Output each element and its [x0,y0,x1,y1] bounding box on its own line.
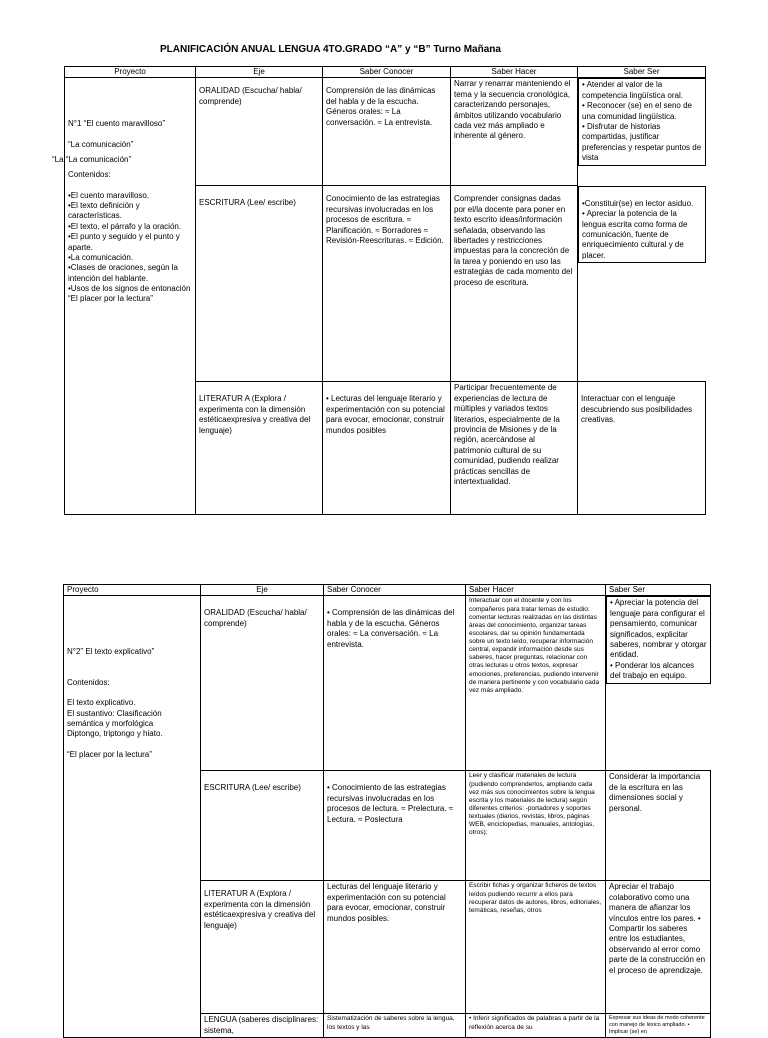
saber-conocer-cell: Lecturas del lenguaje literario y experimentación con su potencial para evocar, emocionar, construir mundos posibles. [324,881,466,1014]
header-saber-hacer: Saber Hacer [466,585,606,596]
saber-hacer-cell: Leer y clasificar materiales de lectura (pudiendo comprenderlos, ampliando cada vez más sus conocimientos sobre la lengua escrita y los materiales de lectura) según diferentes criterios: -portadores y soportes textuales (diarios, revistas, libros, páginas WEB, enciclopedias, manuales, antologías, otros); [466,771,606,881]
eje-cell: ESCRITURA (Lee/ escribe) [196,186,323,382]
saber-hacer-cell: Comprender consignas dadas por el/la docente para poner en texto escrito ideas/información señalada, observando las libertades y restricciones impuestas para la concreción de la tarea y poniendo en uso las estrategias de cada momento del proceso de escritura. [451,186,578,382]
table-header-row [65,67,706,78]
header-proyecto: Proyecto [65,67,196,78]
header-eje: Eje [196,67,323,78]
header-saber-hacer: Saber Hacer [451,67,578,78]
saber-conocer-cell: Conocimiento de las estrategias recursivas involucradas en los procesos de escritura. ≈ Planificación. ≈ Borradores ≈ Revisión-Reescrituras. ≈ Edición. [323,186,451,382]
eje-cell: ORALIDAD (Escucha/ habla/ comprende) [196,78,323,186]
saber-ser-cell: Apreciar el trabajo colaborativo como una manera de afianzar los vínculos entre los pares. • Compartir los saberes entre los estudiantes, observando al error como parte de la construcción en el proceso de aprendizaje. [606,881,711,1014]
eje-cell: LENGUA (saberes disciplinares: sistema, [201,1014,324,1038]
side-note: “La “La comunicación” [52,155,132,164]
project-subtitle: “La comunicación” [68,139,134,149]
saber-conocer-cell: • Conocimiento de las estrategias recursivas involucradas en los procesos de lectura. ≈ Prelectura. ≈ Lectura. ≈ Poslectura [324,771,466,881]
saber-ser-cell: Expresar sus ideas de modo coherente con manejo de léxico ampliado. • Implicar (se) en [606,1014,711,1038]
header-saber-ser: Saber Ser [578,67,706,78]
saber-hacer-cell: Participar frecuentemente de experiencias de lectura de múltiples y variados textos literarios, especialmente de la provincia de Misiones y de la región, acercándose al patrimonio cultural de su comunidad, pudiendo realizar prácticas sencillas de intertextualidad. [451,382,578,515]
eje-cell: ESCRITURA (Lee/ escribe) [201,771,324,881]
project-cell [64,596,201,1038]
saber-ser-cell: •Constituir(se) en lector asiduo. • Apreciar la potencia de la lengua escrita como forma de comunicación, fuente de enriquecimiento cultural y de placer. [578,186,706,263]
project-closing: “El placer por la lectura” [67,749,152,759]
project-name: N°1 “El cuento maravilloso” [68,119,166,129]
saber-hacer-cell: Interactuar con el docente y con los compañeros para tratar temas de estudio: comentar lecturas realizadas en las distintas áreas del conocimiento, organizar tareas escolares, dar su opinión fundamentada sobre un texto leído, recuperar información central, expandir información desde sus saberes, hacer preguntas, relacionar con otras lecturas u otros textos, expresar emociones, preferencias, pudiendo intervenir de manera pertinente y con vocabulario cada vez más ampliado. [466,596,606,771]
eje-cell: ORALIDAD (Escucha/ habla/ comprende) [201,596,324,771]
saber-conocer-cell: Comprensión de las dinámicas del habla y de la escucha. Géneros orales: ≈ La conversación. ≈ La entrevista. [323,78,451,186]
document-title: PLANIFICACIÓN ANUAL LENGUA 4TO.GRADO “A” y “B” Turno Mañana [160,44,501,55]
contents-label: Contenidos: [67,677,110,687]
saber-ser-cell: Interactuar con el lenguaje descubriendo sus posibilidades creativas. [578,382,706,515]
project-name: N°2” El texto explicativo” [67,647,155,657]
header-saber-ser: Saber Ser [606,585,711,596]
planning-table-2 [63,584,711,1038]
eje-cell: LITERATUR A (Explora / experimenta con la dimensión estéticaexpresiva y creativa del lenguaje) [201,881,324,1014]
contents-list: El texto explicativo. El sustantivo: Clasificación semántica y morfológica Diptongo, triptongo y hiato. [67,698,163,739]
saber-conocer-cell: Sistematización de saberes sobre la lengua, los textos y las [324,1014,466,1038]
header-eje: Eje [201,585,324,596]
saber-hacer-cell: Escribir fichas y organizar ficheros de textos leídos pudiendo recurrir a ellos para recuperar datos de autores, libros, editoriales, temáticas, reseñas, otros [466,881,606,1014]
table-header-row [64,585,711,596]
saber-conocer-cell: • Comprensión de las dinámicas del habla y de la escucha. Géneros orales: ≈ La conversación. ≈ La entrevista. [324,596,466,771]
project-cell [65,78,196,515]
saber-hacer-cell: • Inferir significados de palabras a partir de la reflexión acerca de su [466,1014,606,1038]
saber-ser-cell: • Atender al valor de la competencia lingüística oral. • Reconocer (se) en el seno de una comunidad lingüística. • Disfrutar de historias compartidas, justificar preferencias y respetar puntos de vista [578,78,706,165]
contents-label: Contenidos: [68,170,111,180]
header-saber-conocer: Saber Conocer [324,585,466,596]
saber-ser-cell: Considerar la importancia de la escritura en las dimensiones social y personal. [606,771,711,881]
planning-table-1 [64,66,706,515]
header-saber-conocer: Saber Conocer [323,67,451,78]
table-row [65,78,706,186]
eje-cell: LITERATUR A (Explora / experimenta con la dimensión estéticaexpresiva y creativa del lenguaje) [196,382,323,515]
table-row [64,596,711,771]
saber-conocer-cell: • Lecturas del lenguaje literario y experimentación con su potencial para evocar, emocionar, construir mundos posibles [323,382,451,515]
saber-ser-cell: • Apreciar la potencia del lenguaje para configurar el pensamiento, comunicar significados, explicitar saberes, nombrar y otorgar entidad. • Ponderar los alcances del trabajo en equipo. [606,596,711,683]
contents-list: •El cuento maravilloso. •El texto definición y características. •El texto, el párrafo y la oración. •El punto y seguido y el punto y aparte. •La comunicación. •Clases de oraciones, según la intención del hablante. •Usos de los signos de entonación “El placer por la lectura” [68,190,191,304]
header-proyecto: Proyecto [64,585,201,596]
saber-hacer-cell: Narrar y renarrar manteniendo el tema y la secuencia cronológica, caracterizando personajes, ámbitos utilizando vocabulario cada vez más ampliado e inherente al género. [451,78,578,186]
